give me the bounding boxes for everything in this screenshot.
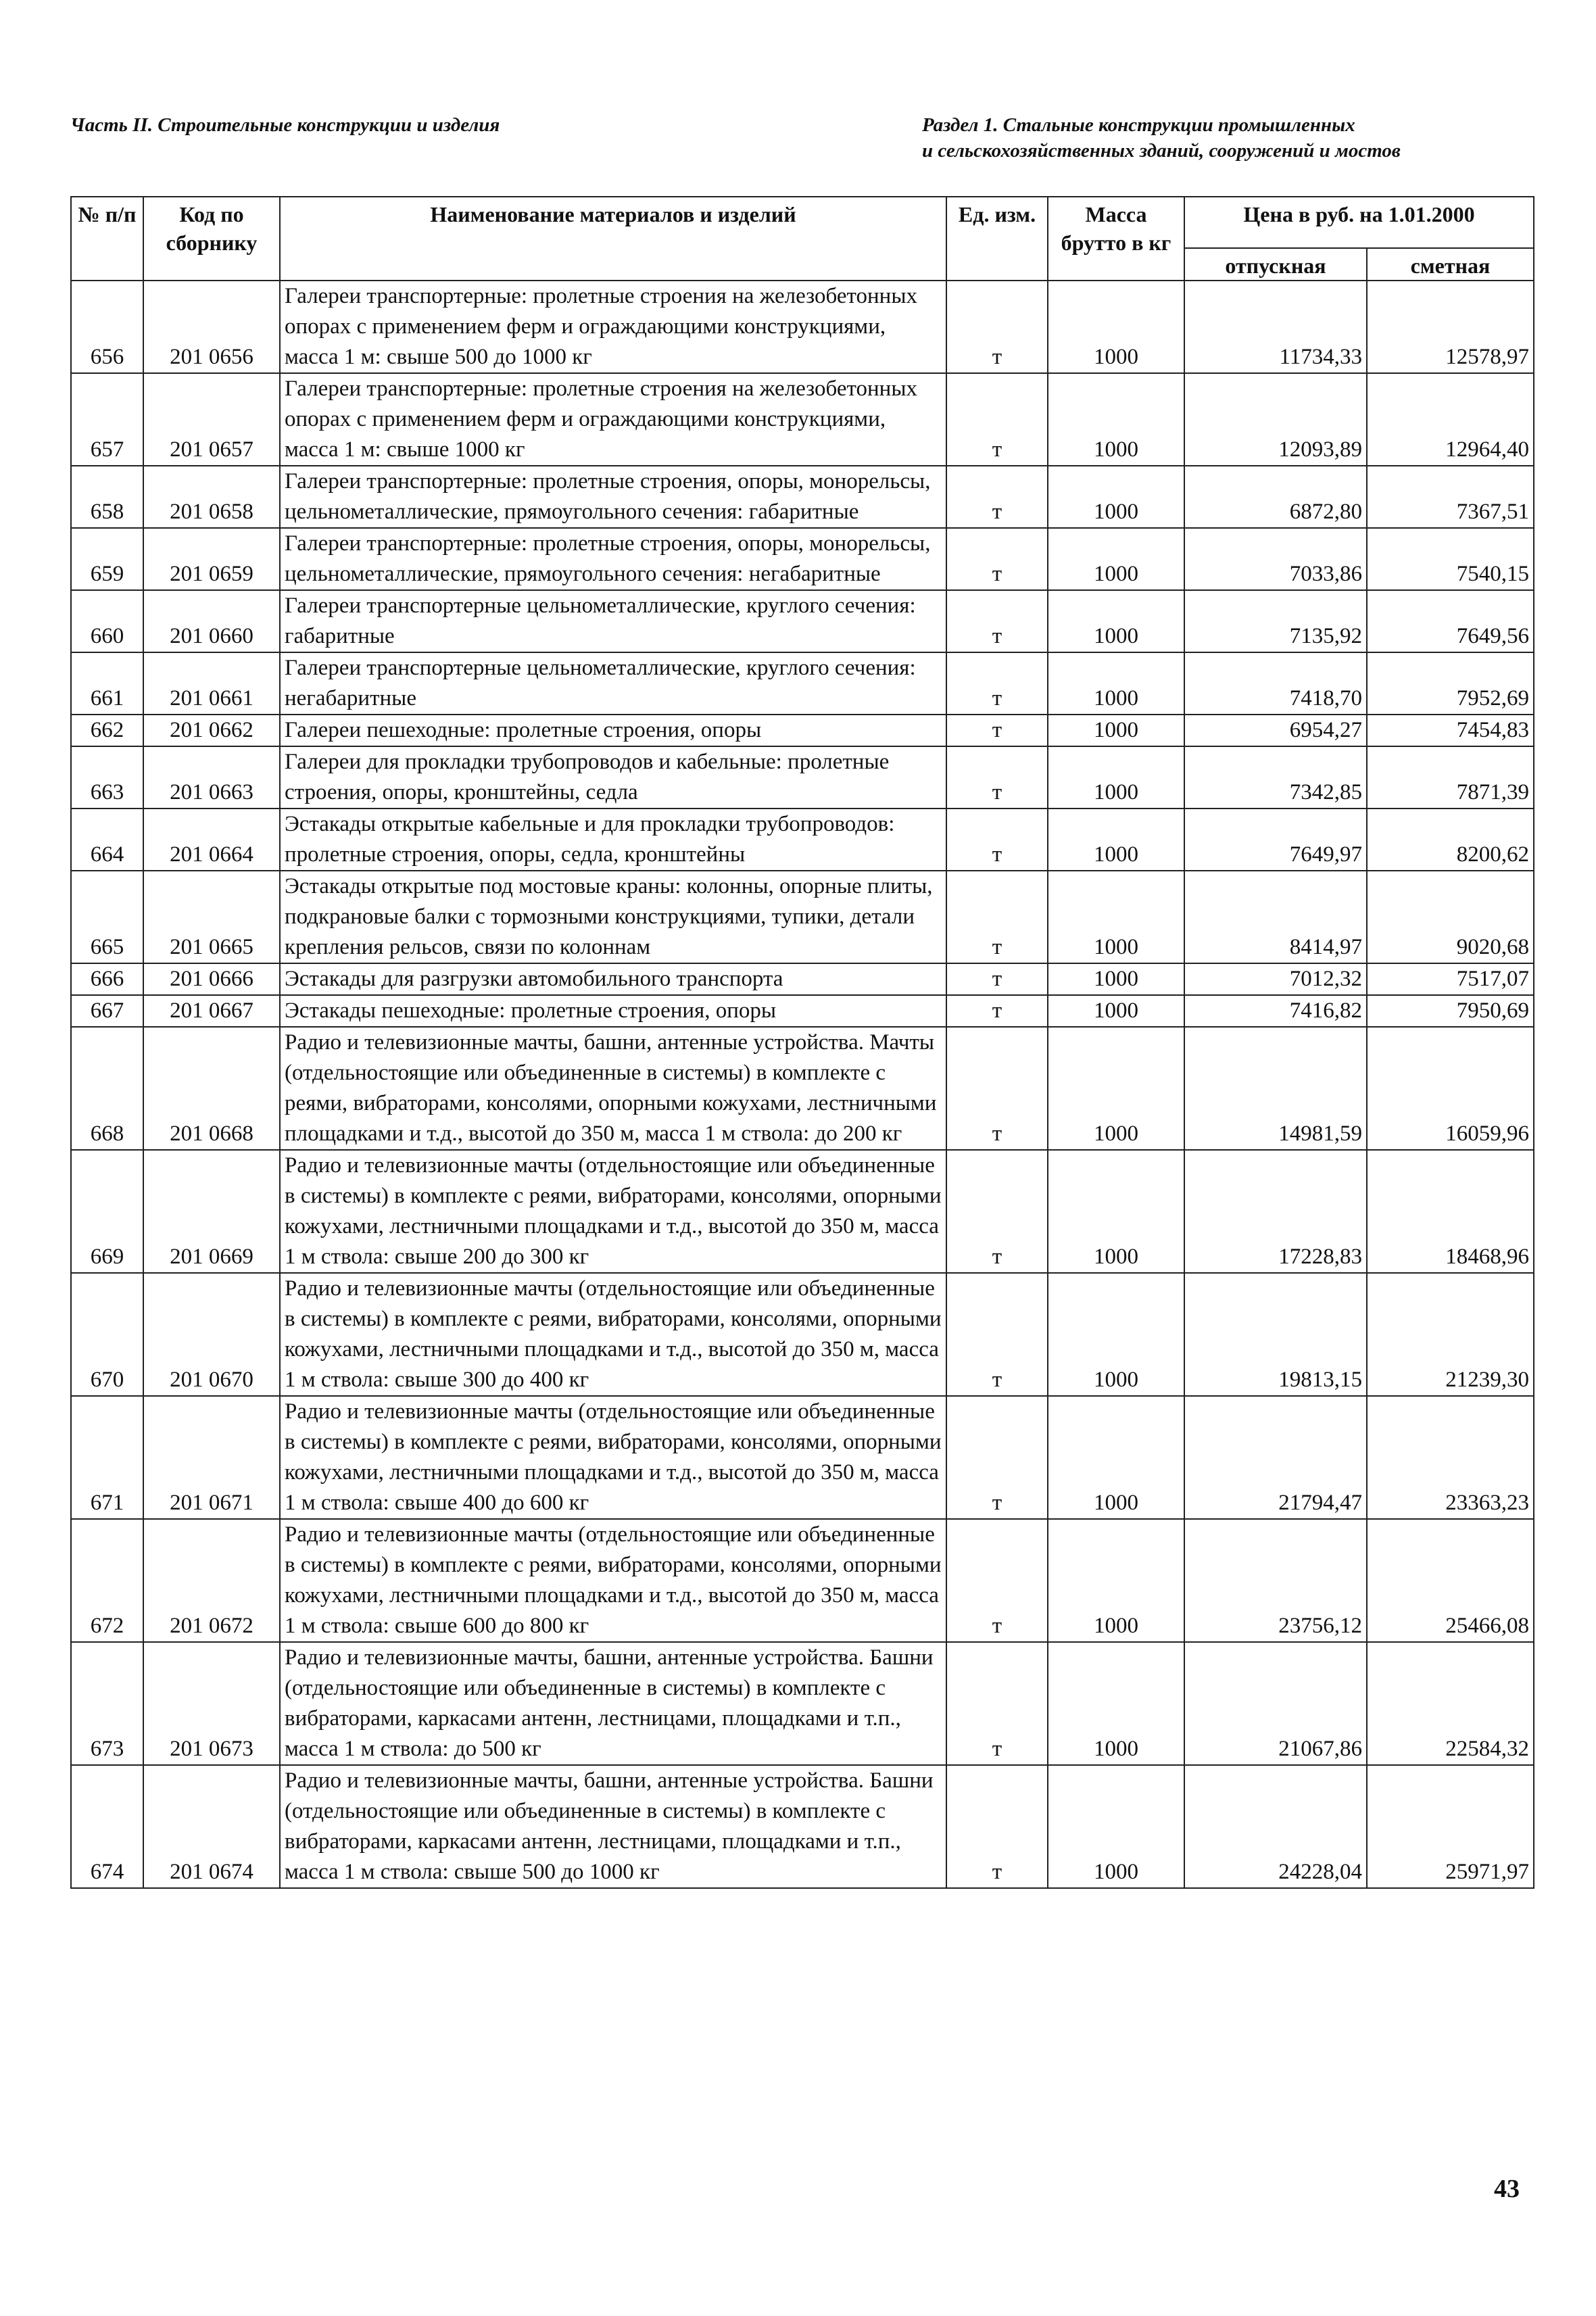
row-price-release: 7342,85	[1184, 746, 1367, 809]
row-code: 201 0664	[143, 809, 280, 871]
row-mass: 1000	[1048, 1765, 1184, 1888]
row-number: 672	[71, 1519, 143, 1642]
row-price-estimate: 22584,32	[1367, 1642, 1534, 1765]
row-price-release: 7416,82	[1184, 995, 1367, 1027]
row-price-release: 11734,33	[1184, 281, 1367, 373]
table-row	[71, 466, 1534, 528]
row-unit: т	[946, 995, 1048, 1027]
row-code: 201 0674	[143, 1765, 280, 1888]
col-header-mass: Масса брутто в кг	[1048, 197, 1184, 281]
row-code: 201 0659	[143, 528, 280, 590]
row-price-estimate: 23363,23	[1367, 1396, 1534, 1519]
col-header-unit: Ед. изм.	[946, 197, 1048, 281]
row-name: Эстакады для разгрузки автомобильного транспорта	[280, 963, 946, 995]
row-unit: т	[946, 528, 1048, 590]
row-unit: т	[946, 1396, 1048, 1519]
row-code: 201 0663	[143, 746, 280, 809]
row-code: 201 0665	[143, 871, 280, 963]
row-number: 667	[71, 995, 143, 1027]
row-unit: т	[946, 1027, 1048, 1150]
row-number: 669	[71, 1150, 143, 1273]
row-name: Радио и телевизионные мачты, башни, антенные устройства. Башни (отдельностоящие или объединенные в системы) в комплекте с вибраторами, каркасами антенн, лестницами, площадками и т.п., масса 1 м ствола: свыше 500 до 1000 кг	[280, 1765, 946, 1888]
row-price-release: 7033,86	[1184, 528, 1367, 590]
row-price-release: 19813,15	[1184, 1273, 1367, 1396]
row-code: 201 0670	[143, 1273, 280, 1396]
row-price-release: 7135,92	[1184, 590, 1367, 652]
row-price-estimate: 16059,96	[1367, 1027, 1534, 1150]
row-price-release: 7012,32	[1184, 963, 1367, 995]
row-number: 665	[71, 871, 143, 963]
row-mass: 1000	[1048, 281, 1184, 373]
row-number: 666	[71, 963, 143, 995]
row-code: 201 0666	[143, 963, 280, 995]
table-row	[71, 281, 1534, 373]
row-price-release: 7418,70	[1184, 652, 1367, 715]
row-mass: 1000	[1048, 715, 1184, 746]
row-unit: т	[946, 281, 1048, 373]
row-unit: т	[946, 1642, 1048, 1765]
table-row	[71, 1519, 1534, 1642]
row-price-estimate: 12964,40	[1367, 373, 1534, 466]
row-price-release: 21067,86	[1184, 1642, 1367, 1765]
row-price-estimate: 12578,97	[1367, 281, 1534, 373]
row-price-release: 6954,27	[1184, 715, 1367, 746]
row-price-estimate: 25466,08	[1367, 1519, 1534, 1642]
row-mass: 1000	[1048, 590, 1184, 652]
row-code: 201 0662	[143, 715, 280, 746]
row-number: 659	[71, 528, 143, 590]
table-row	[71, 1273, 1534, 1396]
col-header-price-release: отпускная	[1184, 248, 1367, 281]
row-price-release: 12093,89	[1184, 373, 1367, 466]
row-price-release: 21794,47	[1184, 1396, 1367, 1519]
row-price-estimate: 8200,62	[1367, 809, 1534, 871]
row-unit: т	[946, 373, 1048, 466]
col-header-price: Цена в руб. на 1.01.2000	[1184, 197, 1534, 248]
row-number: 661	[71, 652, 143, 715]
table-header	[71, 197, 1534, 281]
row-unit: т	[946, 466, 1048, 528]
row-code: 201 0661	[143, 652, 280, 715]
row-number: 658	[71, 466, 143, 528]
row-price-estimate: 7871,39	[1367, 746, 1534, 809]
running-header-right-line2: и сельскохозяйственных зданий, сооружений и мостов	[922, 140, 1401, 162]
table-row	[71, 963, 1534, 995]
row-mass: 1000	[1048, 373, 1184, 466]
col-header-name: Наименование материалов и изделий	[280, 197, 946, 281]
table-row	[71, 1765, 1534, 1888]
row-unit: т	[946, 963, 1048, 995]
row-name: Галереи для прокладки трубопроводов и кабельные: пролетные строения, опоры, кронштейны, седла	[280, 746, 946, 809]
row-mass: 1000	[1048, 1150, 1184, 1273]
row-name: Радио и телевизионные мачты (отдельностоящие или объединенные в системы) в комплекте с реями, вибраторами, консолями, опорными кожухами, лестничными площадками и т.д., высотой до 350 м, масса 1 м ствола: свыше 200 до 300 кг	[280, 1150, 946, 1273]
running-header-right	[922, 112, 1401, 164]
running-header-left: Часть II. Строительные конструкции и изделия	[70, 114, 500, 136]
row-price-release: 6872,80	[1184, 466, 1367, 528]
table-row	[71, 373, 1534, 466]
row-price-release: 23756,12	[1184, 1519, 1367, 1642]
row-price-estimate: 25971,97	[1367, 1765, 1534, 1888]
row-price-estimate: 21239,30	[1367, 1273, 1534, 1396]
table-row	[71, 652, 1534, 715]
row-mass: 1000	[1048, 528, 1184, 590]
table-row	[71, 1396, 1534, 1519]
row-code: 201 0660	[143, 590, 280, 652]
row-name: Радио и телевизионные мачты, башни, антенные устройства. Мачты (отдельностоящие или объединенные в системы) в комплекте с реями, вибраторами, консолями, опорными кожухами, лестничными площадками и т.д., высотой до 350 м, масса 1 м ствола: до 200 кг	[280, 1027, 946, 1150]
table-row	[71, 1642, 1534, 1765]
row-number: 662	[71, 715, 143, 746]
row-code: 201 0668	[143, 1027, 280, 1150]
row-price-release: 7649,97	[1184, 809, 1367, 871]
row-number: 664	[71, 809, 143, 871]
row-unit: т	[946, 809, 1048, 871]
row-name: Галереи транспортерные: пролетные строения на железобетонных опорах с применением ферм и ограждающими конструкциями, масса 1 м: свыше 1000 кг	[280, 373, 946, 466]
table-row	[71, 809, 1534, 871]
row-number: 673	[71, 1642, 143, 1765]
row-price-release: 24228,04	[1184, 1765, 1367, 1888]
row-mass: 1000	[1048, 1396, 1184, 1519]
row-price-release: 8414,97	[1184, 871, 1367, 963]
row-name: Галереи пешеходные: пролетные строения, опоры	[280, 715, 946, 746]
row-mass: 1000	[1048, 1027, 1184, 1150]
col-header-price-estimate: сметная	[1367, 248, 1534, 281]
row-name: Радио и телевизионные мачты (отдельностоящие или объединенные в системы) в комплекте с реями, вибраторами, консолями, опорными кожухами, лестничными площадками и т.д., высотой до 350 м, масса 1 м ствола: свыше 400 до 600 кг	[280, 1396, 946, 1519]
row-price-estimate: 7649,56	[1367, 590, 1534, 652]
row-mass: 1000	[1048, 871, 1184, 963]
row-name: Галереи транспортерные: пролетные строения, опоры, монорельсы, цельнометаллические, прямоугольного сечения: габаритные	[280, 466, 946, 528]
row-number: 657	[71, 373, 143, 466]
table-row	[71, 715, 1534, 746]
row-mass: 1000	[1048, 1273, 1184, 1396]
row-price-estimate: 7367,51	[1367, 466, 1534, 528]
row-price-estimate: 9020,68	[1367, 871, 1534, 963]
row-price-release: 17228,83	[1184, 1150, 1367, 1273]
row-unit: т	[946, 1150, 1048, 1273]
row-unit: т	[946, 715, 1048, 746]
row-price-estimate: 18468,96	[1367, 1150, 1534, 1273]
row-mass: 1000	[1048, 995, 1184, 1027]
table-row	[71, 746, 1534, 809]
row-mass: 1000	[1048, 809, 1184, 871]
row-code: 201 0669	[143, 1150, 280, 1273]
row-name: Радио и телевизионные мачты, башни, антенные устройства. Башни (отдельностоящие или объединенные в системы) в комплекте с вибраторами, каркасами антенн, лестницами, площадками и т.п., масса 1 м ствола: до 500 кг	[280, 1642, 946, 1765]
row-code: 201 0667	[143, 995, 280, 1027]
row-unit: т	[946, 1273, 1048, 1396]
row-mass: 1000	[1048, 652, 1184, 715]
row-unit: т	[946, 590, 1048, 652]
table-row	[71, 1027, 1534, 1150]
row-number: 674	[71, 1765, 143, 1888]
row-name: Эстакады открытые кабельные и для прокладки трубопроводов: пролетные строения, опоры, седла, кронштейны	[280, 809, 946, 871]
col-header-num: № п/п	[71, 197, 143, 281]
row-price-estimate: 7540,15	[1367, 528, 1534, 590]
row-unit: т	[946, 652, 1048, 715]
row-mass: 1000	[1048, 963, 1184, 995]
table-body	[71, 281, 1534, 1888]
table-row	[71, 1150, 1534, 1273]
row-price-estimate: 7517,07	[1367, 963, 1534, 995]
row-name: Эстакады открытые под мостовые краны: колонны, опорные плиты, подкрановые балки с тормозными конструкциями, тупики, детали крепления рельсов, связи по колоннам	[280, 871, 946, 963]
row-price-estimate: 7454,83	[1367, 715, 1534, 746]
row-mass: 1000	[1048, 746, 1184, 809]
row-code: 201 0657	[143, 373, 280, 466]
running-header-right-line1: Раздел 1. Стальные конструкции промышленных	[922, 114, 1355, 136]
row-code: 201 0656	[143, 281, 280, 373]
row-unit: т	[946, 1765, 1048, 1888]
row-unit: т	[946, 746, 1048, 809]
row-code: 201 0673	[143, 1642, 280, 1765]
row-number: 660	[71, 590, 143, 652]
row-name: Галереи транспортерные цельнометаллические, круглого сечения: негабаритные	[280, 652, 946, 715]
row-number: 663	[71, 746, 143, 809]
table-row	[71, 871, 1534, 963]
row-mass: 1000	[1048, 1642, 1184, 1765]
row-number: 668	[71, 1027, 143, 1150]
price-table	[70, 196, 1534, 1889]
table-row	[71, 590, 1534, 652]
row-code: 201 0672	[143, 1519, 280, 1642]
col-header-code: Код по сборнику	[143, 197, 280, 281]
row-unit: т	[946, 871, 1048, 963]
table-row	[71, 995, 1534, 1027]
row-name: Эстакады пешеходные: пролетные строения, опоры	[280, 995, 946, 1027]
row-mass: 1000	[1048, 1519, 1184, 1642]
row-number: 671	[71, 1396, 143, 1519]
row-name: Галереи транспортерные: пролетные строения на железобетонных опорах с применением ферм и ограждающими конструкциями, масса 1 м: свыше 500 до 1000 кг	[280, 281, 946, 373]
row-mass: 1000	[1048, 466, 1184, 528]
row-price-release: 14981,59	[1184, 1027, 1367, 1150]
row-price-estimate: 7950,69	[1367, 995, 1534, 1027]
row-price-estimate: 7952,69	[1367, 652, 1534, 715]
row-name: Галереи транспортерные цельнометаллические, круглого сечения: габаритные	[280, 590, 946, 652]
table-row	[71, 528, 1534, 590]
row-number: 656	[71, 281, 143, 373]
row-name: Радио и телевизионные мачты (отдельностоящие или объединенные в системы) в комплекте с реями, вибраторами, консолями, опорными кожухами, лестничными площадками и т.д., высотой до 350 м, масса 1 м ствола: свыше 600 до 800 кг	[280, 1519, 946, 1642]
page-number: 43	[1494, 2175, 1520, 2203]
row-code: 201 0658	[143, 466, 280, 528]
row-name: Галереи транспортерные: пролетные строения, опоры, монорельсы, цельнометаллические, прямоугольного сечения: негабаритные	[280, 528, 946, 590]
row-unit: т	[946, 1519, 1048, 1642]
row-code: 201 0671	[143, 1396, 280, 1519]
row-number: 670	[71, 1273, 143, 1396]
row-name: Радио и телевизионные мачты (отдельностоящие или объединенные в системы) в комплекте с реями, вибраторами, консолями, опорными кожухами, лестничными площадками и т.д., высотой до 350 м, масса 1 м ствола: свыше 300 до 400 кг	[280, 1273, 946, 1396]
